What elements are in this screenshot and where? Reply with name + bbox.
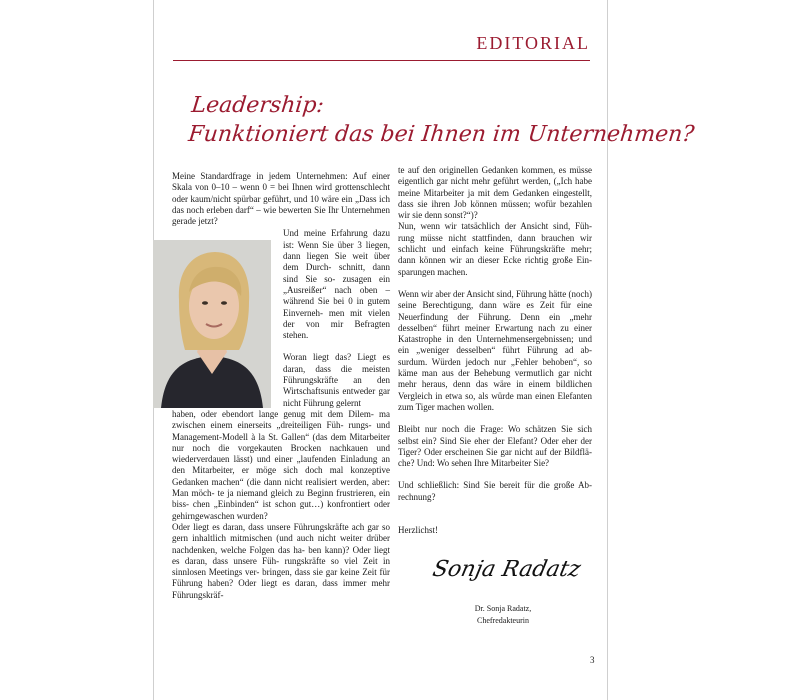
page-number: 3: [590, 655, 595, 665]
author-name: Dr. Sonja Radatz,: [474, 604, 532, 613]
col2-paragraph-4: Bleibt nur noch die Frage: Wo schätzen Sie sich selbst ein? Sind Sie eher der Elefant? Oder eher der Tiger? Oder erscheinen Sie gar nicht auf der Bildflä- che? Und: Wo sehen Ihre Mitarbeiter Sie?: [398, 424, 592, 469]
col2-paragraph-1: te auf den originellen Gedanken kommen, es müsse eigentlich gar nicht mehr geführt werden, („Ich habe meine Mitarbeiter ja mit dem Gedanken eingestellt, dass sie ihren Job können müssen; wofür bezahlen wir sie denn sonst?“)?: [398, 165, 592, 221]
editorial-title: [187, 91, 699, 149]
signature-block: [448, 603, 558, 627]
col1-paragraph-4: Oder liegt es daran, dass unsere Führungskräfte ach gar so gern inhaltlich mitmischen (und auch nicht weiter drüber nachdenken, welche Folgen das ha- ben kann)? Oder liegt es daran, dass unsere Füh- rungskräfte so viel Zeit in sinnlosen Meetings ver- bringen, dass sie gar keine Zeit für Führung haben? Oder liegt es daran, dass immer mehr Führungskräf-: [172, 521, 391, 600]
column-left: [172, 171, 390, 601]
col1-paragraph-3-wrap: Woran liegt das? Liegt es daran, dass die meisten Führungskräfte an den Wirtschaftsunis entweder gar nicht Führung gelernt: [283, 352, 391, 408]
title-line-2: Funktioniert das bei Ihnen im Unternehmen?: [187, 122, 696, 147]
col2-paragraph-2: Nun, wenn wir tatsächlich der Ansicht sind, Füh- rung müsse nicht stattfinden, dann brauchen wir schlicht und einfach keine Führungskräfte mehr; dann können wir an dieser Ecke richtig große Ein- sparungen machen.: [398, 221, 592, 277]
header-rule: [173, 60, 590, 61]
author-role: Chefredakteurin: [477, 616, 529, 625]
col2-paragraph-3: Wenn wir aber der Ansicht sind, Führung hätte (noch) seine Berechtigung, dann wäre es Zeit für eine Neuerfindung der Führung. Denn ein „mehr desselben“ führt meiner Erwartung nach zu einer Katastrophe in den Unternehmensergebnissen; und ein „weniger desselben“ führt Führung ad ab- surdum. Würden jedoch nur „Fehler behoben“, so käme man aus der Behebung vermutlich gar nicht mehr heraus, denn das wäre in einem bildlichen Vergleich in etwa so, als würde man einen Elefanten zum Tiger machen wollen.: [398, 288, 593, 412]
title-line-1: Leadership:: [190, 93, 326, 118]
section-label: EDITORIAL: [476, 33, 590, 53]
col1-paragraph-3: haben, oder ebendort lange genug mit dem Dilem- ma zwischen einem einerseits „dreiteiligen Füh- rungs- und Management-Modell à la St. Gallen“ (das dem Mitarbeiter nur noch die vorgekauten Brocken nachkauen und wiederverdauen lässt) und einer „laufenden Einladung an den Mitarbeiter, er möge sich doch mal konzeptive Gedanken machen“ (die dann nicht realisiert werden, aber: Man möch- te ja niemand gleich zu Beginn frustrieren, ein biss- chen „Einbinden“ ist schon gut…) konfrontiert oder gehirngewaschen wurden?: [172, 408, 391, 521]
col1-paragraph-1: Meine Standardfrage in jedem Unternehmen: Auf einer Skala von 0–10 – wenn 0 = bei Ihnen wird grottenschlecht oder kaum/nicht spürbar geführt, und 10 wäre ein „Dass ich das noch erleben darf“ – wie bewerten Sie Ihr Unternehmen gerade jetzt?: [172, 171, 391, 227]
signature-script: Sonja Radatz: [430, 557, 583, 582]
column-right: [398, 165, 592, 536]
col1-paragraph-2: Und meine Erfahrung dazu ist: Wenn Sie über 3 liegen, dann liegen Sie weit über dem Durch- schnitt, dann sind Sie so- zusagen ein „Ausreißer“ nach oben – während Sie bei 0 in gutem Einverneh- men mit vielen der von mir Befragten stehen.: [283, 228, 391, 341]
closing-greeting: Herzlichst!: [398, 525, 438, 536]
col2-paragraph-5: Und schließlich: Sind Sie bereit für die große Ab- rechnung?: [398, 480, 592, 502]
